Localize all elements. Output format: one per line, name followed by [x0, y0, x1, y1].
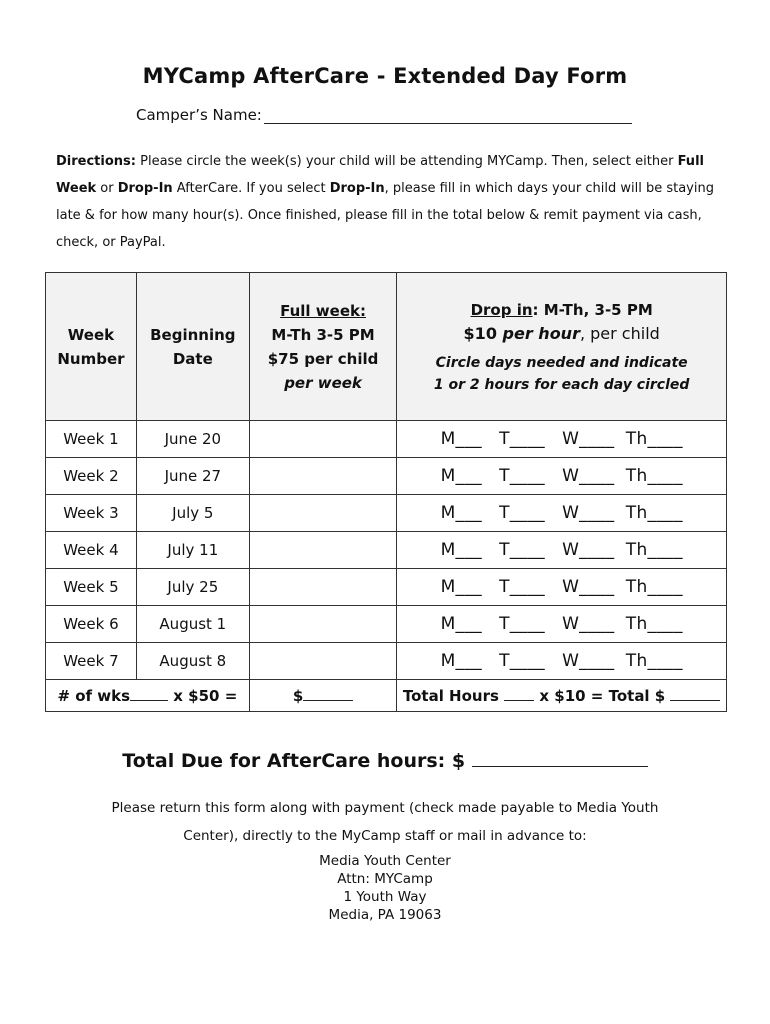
table-row: [46, 421, 727, 458]
full-week-cell[interactable]: [249, 421, 397, 458]
directions-full-week: Full Week: [56, 154, 704, 196]
week-number-cell[interactable]: Week 5: [46, 569, 137, 606]
total-hours-mult: x $10 = Total $: [534, 687, 671, 705]
header-full-l4: per week: [284, 373, 362, 392]
header-full-week: [249, 273, 397, 421]
beginning-date-cell: July 11: [136, 532, 249, 569]
directions-text-4: , please fill in which days your child will be staying late & for how many hour(s). Once finished, please fill in the total below & remit payment via cash, check, or PayPal.: [56, 181, 714, 250]
drop-in-total-blank[interactable]: [670, 686, 720, 701]
full-week-total-cell[interactable]: [249, 680, 397, 712]
week-number-cell[interactable]: Week 1: [46, 421, 137, 458]
header-week-l1: Week: [67, 325, 115, 344]
directions-drop-in: Drop-In: [117, 181, 173, 196]
drop-in-days-cell[interactable]: M___ T____ W____ Th____: [397, 532, 727, 569]
table-footer-row: [46, 680, 727, 712]
mailing-address: [0, 852, 770, 924]
header-full-l1: Full week:: [280, 301, 366, 320]
header-drop-title: Drop in: [470, 300, 533, 319]
directions-text-2: or: [96, 181, 118, 196]
header-drop-after: : M-Th, 3-5 PM: [532, 300, 653, 319]
total-due-line[interactable]: [0, 750, 770, 772]
weeks-label: # of wks: [57, 687, 131, 705]
total-hours-label: Total Hours: [402, 687, 505, 705]
weeks-blank[interactable]: [130, 686, 168, 701]
header-drop-in: [397, 273, 727, 421]
directions-paragraph: [56, 148, 726, 256]
full-week-cell[interactable]: [249, 569, 397, 606]
header-full-l2: M-Th 3-5 PM: [271, 325, 375, 344]
table-row: [46, 495, 727, 532]
full-week-cell[interactable]: [249, 532, 397, 569]
header-drop-price: $10: [463, 323, 497, 343]
drop-in-days-cell[interactable]: M___ T____ W____ Th____: [397, 643, 727, 680]
directions-text-3: AfterCare. If you select: [172, 181, 330, 196]
table-row: [46, 532, 727, 569]
camper-name-field[interactable]: [136, 106, 632, 124]
header-full-l3: $75 per child: [267, 349, 379, 368]
total-hours-blank[interactable]: [504, 686, 534, 701]
directions-text-1: Please circle the week(s) your child will be attending MYCamp. Then, select either: [135, 154, 678, 169]
table-header-row: [46, 273, 727, 421]
week-number-cell[interactable]: Week 3: [46, 495, 137, 532]
full-week-dollar: $: [292, 687, 304, 705]
weeks-mult: x $50 =: [168, 687, 238, 705]
return-instructions: Please return this form along with payment (check made payable to Media Youth Center), directly to the MyCamp staff or mail in advance to:: [111, 800, 659, 844]
address-line-2: Attn: MYCamp: [337, 871, 433, 887]
beginning-date-cell: August 1: [136, 606, 249, 643]
header-date-l1: Beginning: [150, 325, 236, 344]
weeks-table: [45, 272, 727, 712]
address-line-1: Media Youth Center: [319, 853, 451, 869]
camper-name-line[interactable]: [264, 107, 632, 124]
full-week-cell[interactable]: [249, 643, 397, 680]
camper-name-label: Camper’s Name:: [136, 106, 262, 124]
table-row: [46, 458, 727, 495]
header-drop-per-hour: per hour: [502, 323, 580, 343]
full-week-cell[interactable]: [249, 606, 397, 643]
full-week-cell[interactable]: [249, 458, 397, 495]
beginning-date-cell: July 25: [136, 569, 249, 606]
table-row: [46, 643, 727, 680]
total-due-blank[interactable]: [472, 752, 648, 767]
header-week-l2: Number: [57, 349, 125, 368]
address-line-3: 1 Youth Way: [343, 889, 427, 905]
drop-in-days-cell[interactable]: M___ T____ W____ Th____: [397, 495, 727, 532]
header-beginning-date: [136, 273, 249, 421]
table-row: [46, 569, 727, 606]
weeks-total-cell[interactable]: [46, 680, 250, 712]
directions-drop-in-2: Drop-In: [329, 181, 385, 196]
week-number-cell[interactable]: Week 4: [46, 532, 137, 569]
beginning-date-cell: June 27: [136, 458, 249, 495]
drop-in-days-cell[interactable]: M___ T____ W____ Th____: [397, 458, 727, 495]
form-title: MYCamp AfterCare - Extended Day Form: [142, 64, 628, 88]
header-week-number: [46, 273, 137, 421]
beginning-date-cell: June 20: [136, 421, 249, 458]
week-number-cell[interactable]: Week 6: [46, 606, 137, 643]
week-number-cell[interactable]: Week 7: [46, 643, 137, 680]
header-date-l2: Date: [172, 349, 213, 368]
header-drop-note-l1: Circle days needed and indicate: [435, 354, 688, 371]
beginning-date-cell: August 8: [136, 643, 249, 680]
header-drop-note-l2: 1 or 2 hours for each day circled: [433, 376, 690, 393]
directions-label: Directions:: [56, 154, 136, 169]
full-week-total-blank[interactable]: [303, 686, 353, 701]
table-row: [46, 606, 727, 643]
drop-in-days-cell[interactable]: M___ T____ W____ Th____: [397, 569, 727, 606]
full-week-cell[interactable]: [249, 495, 397, 532]
drop-in-days-cell[interactable]: M___ T____ W____ Th____: [397, 421, 727, 458]
address-line-4: Media, PA 19063: [328, 907, 442, 923]
week-number-cell[interactable]: Week 2: [46, 458, 137, 495]
header-drop-per-child: , per child: [579, 323, 660, 343]
beginning-date-cell: July 5: [136, 495, 249, 532]
drop-in-days-cell[interactable]: M___ T____ W____ Th____: [397, 606, 727, 643]
total-due-label: Total Due for AfterCare hours: $: [122, 750, 472, 772]
drop-in-total-cell[interactable]: [397, 680, 727, 712]
